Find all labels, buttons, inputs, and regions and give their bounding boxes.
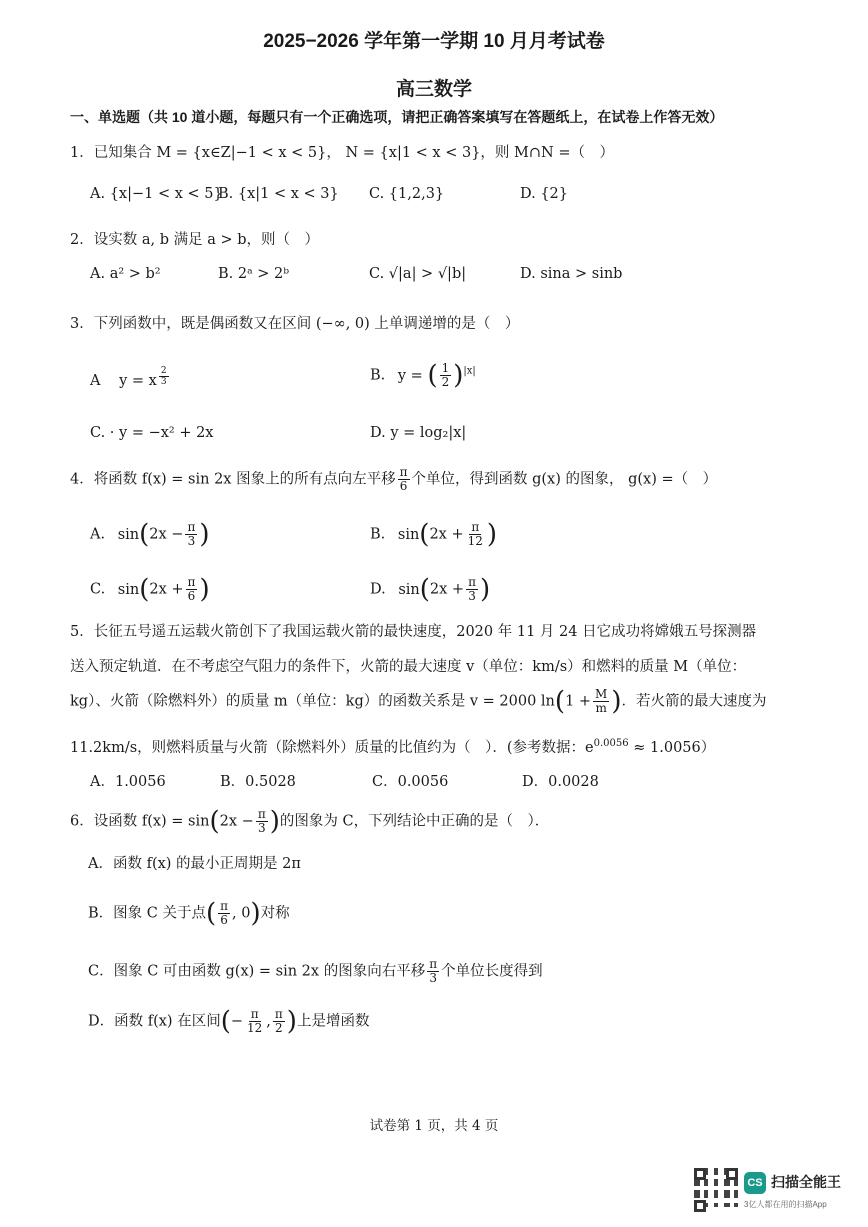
q5-line4-end: ≈ 1.0056） xyxy=(628,740,716,756)
q4-d-in: 2x + xyxy=(429,581,465,598)
q6-c-num: π xyxy=(429,957,438,971)
q6-option-d: D．函数 f(x) 在区间(− $\frac{\pi}{12}$ , $\frac{\pi}{2}$ )上是增函数 xyxy=(88,1006,370,1037)
q5-option-a: A．1.0056 xyxy=(90,774,166,790)
q2-option-b: B. 2ᵃ > 2ᵇ xyxy=(218,266,290,282)
q3-a-label: A xyxy=(90,372,101,389)
question-5-line-1: 5．长征五号遥五运载火箭创下了我国运载火箭的最快速度，2020 年 11 月 24 日它成功将嫦娥五号探测器 xyxy=(70,624,757,640)
q4-a-den: 3 xyxy=(187,534,196,548)
q6-d-den2: 2 xyxy=(275,1021,283,1035)
q5-option-d: D．0.0028 xyxy=(522,774,599,790)
q4-option-c: C. sin(2x + $\frac{\pi}{6}$ ) xyxy=(90,574,210,605)
q5-line3a: kg）、火箭（除燃料外）的质量 m（单位：kg）的函数关系是 v = 2000 ln xyxy=(70,693,555,710)
q2-option-d: D. sina > sinb xyxy=(520,266,623,282)
q4-option-a: A. sin(2x − $\frac{\pi}{3}$ ) xyxy=(90,519,210,550)
q1-option-c: C. {1,2,3} xyxy=(369,186,445,202)
q1-option-b: B. {x|1 < x < 3} xyxy=(218,186,339,202)
q4-shift-num: π xyxy=(399,465,408,479)
q4-b-label: B. xyxy=(370,526,386,543)
q4-text-b: 个单位，得到函数 g(x) 的图象， g(x) =（ ） xyxy=(411,471,718,488)
q4-a-num: π xyxy=(187,520,196,534)
q6-text-a: 6．设函数 f(x) = sin xyxy=(70,813,210,830)
q6-option-a: A．函数 f(x) 的最小正周期是 2π xyxy=(88,856,301,872)
q6-d-den1: 12 xyxy=(247,1021,263,1035)
q3-b-label: B. xyxy=(370,367,386,384)
q5-option-b: B．0.5028 xyxy=(220,774,296,790)
q4-c-label: C. xyxy=(90,581,106,598)
q6-d-pre: D．函数 f(x) 在区间 xyxy=(88,1013,221,1030)
page-footer: 试卷第 1 页，共 4 页 xyxy=(369,1118,499,1134)
q6-b-mid: , 0 xyxy=(232,905,251,922)
q6-text-num: π xyxy=(257,807,266,821)
qr-code-icon xyxy=(694,1168,738,1212)
q5-line3-in: 1 + xyxy=(565,693,592,710)
q5-option-c: C．0.0056 xyxy=(372,774,449,790)
question-3: 3．下列函数中，既是偶函数又在区间 (−∞, 0) 上单调递增的是（ ） xyxy=(70,316,520,332)
q6-text-den: 3 xyxy=(257,821,266,835)
q4-c-den: 6 xyxy=(187,589,196,603)
exam-title: 2025−2026 学年第一学期 10 月月考试卷 xyxy=(263,31,605,52)
q4-b-num: π xyxy=(471,520,480,534)
q1-option-d: D. {2} xyxy=(520,186,569,202)
q3-a-exp-den: 3 xyxy=(160,377,167,387)
q3-b-num: 1 xyxy=(441,361,450,375)
q6-c-den: 3 xyxy=(429,971,437,985)
q4-a-pre: sin xyxy=(117,526,140,543)
section-heading: 一、单选题（共 10 道小题，每题只有一个正确选项，请把正确答案填写在答题纸上，在试卷上作答无效） xyxy=(70,109,724,125)
q6-text-in: 2x − xyxy=(219,813,254,830)
question-2: 2．设实数 a, b 满足 a > b，则（ ） xyxy=(70,232,319,248)
question-6: 6．设函数 f(x) = sin(2x − $\frac{\pi}{3}$ )的图象为 C，下列结论中正确的是（ ）． xyxy=(70,806,550,837)
question-4 xyxy=(70,466,717,493)
q4-b-in: 2x + xyxy=(429,526,464,543)
q5-line4: 11.2km/s，则燃料质量与火箭（除燃料外）质量的比值约为（ ）．(参考数据：e xyxy=(70,740,594,756)
q4-a-label: A. xyxy=(90,526,106,543)
q4-c-in: 2x + xyxy=(149,581,184,598)
question-1: 1．已知集合 M = {x∈Z|−1 < x < 5}， N = {x|1 < x < 3}，则 M∩N =（ ） xyxy=(70,145,614,161)
q4-text-a: 4．将函数 f(x) = sin 2x 图象上的所有点向左平移 xyxy=(70,471,396,488)
watermark-tagline: 3亿人都在用的扫描App xyxy=(744,1200,827,1209)
camscanner-logo-icon: CS xyxy=(744,1172,766,1194)
q4-c-pre: sin xyxy=(117,581,140,598)
q6-d-num1: π xyxy=(250,1007,259,1021)
q6-d-post: 上是增函数 xyxy=(296,1013,370,1030)
q4-a-in: 2x − xyxy=(149,526,184,543)
q4-b-pre: sin xyxy=(397,526,420,543)
q3-a-exp-num: 2 xyxy=(160,366,167,376)
q4-option-d: D. sin(2x + $\frac{\pi}{3}$ ) xyxy=(370,574,491,605)
q5-line3b: ．若火箭的最大速度为 xyxy=(621,693,767,710)
question-5-line-4 xyxy=(70,736,715,757)
q4-d-label: D. xyxy=(370,581,386,598)
q4-d-pre: sin xyxy=(398,581,420,598)
q4-option-b: B. sin(2x + $\frac{\pi}{12}$ ) xyxy=(370,519,498,550)
q6-d-num2: π xyxy=(274,1007,283,1021)
q6-b-post: 对称 xyxy=(260,905,290,922)
q6-c-pre: C．图象 C 可由函数 g(x) = sin 2x 的图象向右平移 xyxy=(88,963,426,980)
q5-line3-num: M xyxy=(595,687,608,701)
q4-shift-den: 6 xyxy=(399,479,408,493)
q2-option-a: A. a² > b² xyxy=(90,266,161,282)
question-5-line-2: 送入预定轨道．在不考虑空气阻力的条件下，火箭的最大速度 v（单位：km/s）和燃料的质量 M（单位： xyxy=(70,659,747,675)
q4-b-den: 12 xyxy=(467,534,483,548)
q6-option-b: B．图象 C 关于点( $\frac{\pi}{6}$ , 0)对称 xyxy=(88,898,290,929)
q3-option-d: D. y = log₂|x| xyxy=(370,425,467,441)
subject-title: 高三数学 xyxy=(395,79,472,100)
q4-d-den: 3 xyxy=(468,589,476,603)
q3-b-den: 2 xyxy=(441,375,450,389)
q6-c-post: 个单位长度得到 xyxy=(441,963,543,980)
q3-option-b: B. y = ( $\frac{1}{2}$ )$^{|x|}$ xyxy=(370,360,476,391)
q6-b-den: 6 xyxy=(220,913,228,927)
q2-option-c: C. √|a| > √|b| xyxy=(369,266,467,282)
q5-line3-den: m xyxy=(595,701,607,715)
q4-d-num: π xyxy=(468,575,476,589)
q6-option-c xyxy=(88,958,543,985)
q6-b-num: π xyxy=(220,899,229,913)
q3-b-expr: y = xyxy=(397,367,423,384)
q4-c-num: π xyxy=(187,575,196,589)
q6-b-pre: B．图象 C 关于点 xyxy=(88,905,206,922)
q5-line4-exp: 0.0056 xyxy=(593,738,629,750)
watermark-app-name: 扫描全能王 xyxy=(771,1174,841,1190)
q3-option-c: C. · y = −x² + 2x xyxy=(90,425,214,441)
question-5-line-3: kg）、火箭（除燃料外）的质量 m（单位：kg）的函数关系是 v = 2000 ln(1 + $\frac{M}{m}$ )．若火箭的最大速度为 xyxy=(70,686,767,717)
q6-text-b: 的图象为 C，下列结论中正确的是（ ）． xyxy=(279,813,550,830)
q3-option-a xyxy=(90,366,171,389)
q3-b-exp: |x| xyxy=(463,365,476,377)
q1-option-a: A. {x|−1 < x < 5} xyxy=(90,186,223,202)
q3-a-expr: y = x xyxy=(119,372,157,389)
